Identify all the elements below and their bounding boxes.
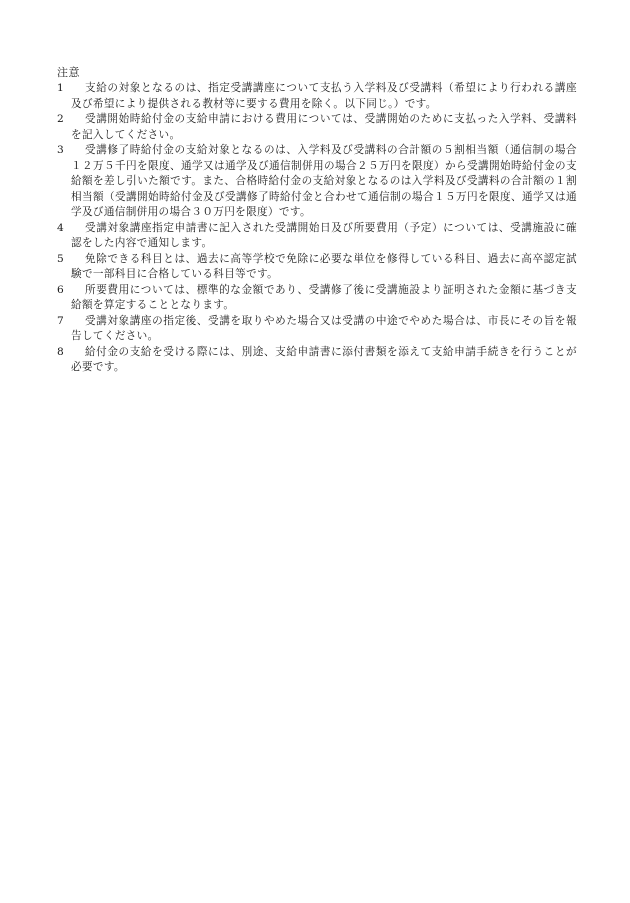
note-text: 受講対象講座指定申請書に記入された受講開始日及び所要費用（予定）については、受講施設に確認をした内容で通知します。: [71, 221, 577, 249]
note-item: [57, 283, 577, 314]
note-text: 受講開始時給付金の支給申請における費用については、受講開始のために支払った入学料、受講料を記入してください。: [71, 113, 577, 141]
note-item: [57, 252, 577, 283]
note-item: [57, 345, 577, 376]
note-number: 8: [57, 345, 64, 358]
note-item: [57, 314, 577, 345]
note-number: 7: [57, 314, 64, 327]
notes-list: [57, 81, 577, 376]
note-text: 所要費用については、標準的な金額であり、受講修了後に受講施設より証明された金額に基づき支給額を算定することとなります。: [71, 283, 577, 311]
note-number: 1: [57, 82, 64, 94]
note-text: 免除できる科目とは、過去に高等学校で免除に必要な単位を修得している科目、過去に高卒認定試験で一部科目に合格している科目等です。: [71, 252, 577, 280]
note-number: 3: [57, 144, 64, 156]
note-number: 2: [57, 113, 64, 125]
note-text: 受講修了時給付金の支給対象となるのは、入学料及び受講料の合計額の５割相当額（通信制の場合１２万５千円を限度、通学又は通学及び通信制併用の場合２５万円を限度）から受講開始時給付金の支給額を差し引いた額です。また、合格時給付金の支給対象となるのは入学料及び受講料の合計額の１割相当額（受講開始時給付金及び受講修了時給付金と合わせて通信制の場合１５万円を限度、通学又は通学及び通信制併用の場合３０万円を限度）です。: [71, 144, 577, 218]
note-text: 給付金の支給を受ける際には、別途、支給申請書に添付書類を添えて支給申請手続きを行うことが必要です。: [71, 345, 577, 373]
note-number: 5: [57, 252, 64, 265]
notes-document: [57, 65, 577, 376]
note-item: [57, 143, 577, 221]
note-item: [57, 221, 577, 252]
note-text: 受講対象講座の指定後、受講を取りやめた場合又は受講の中途でやめた場合は、市長にその旨を報告してください。: [71, 314, 577, 342]
note-item: [57, 81, 577, 112]
note-item: [57, 112, 577, 143]
note-number: 6: [57, 283, 64, 296]
note-number: 4: [57, 221, 64, 234]
notes-heading: 注意: [57, 66, 80, 79]
note-text: 支給の対象となるのは、指定受講講座について支払う入学料及び受講料（希望により行われる講座及び希望により提供される教材等に要する費用を除く。以下同じ。）です。: [71, 82, 577, 110]
